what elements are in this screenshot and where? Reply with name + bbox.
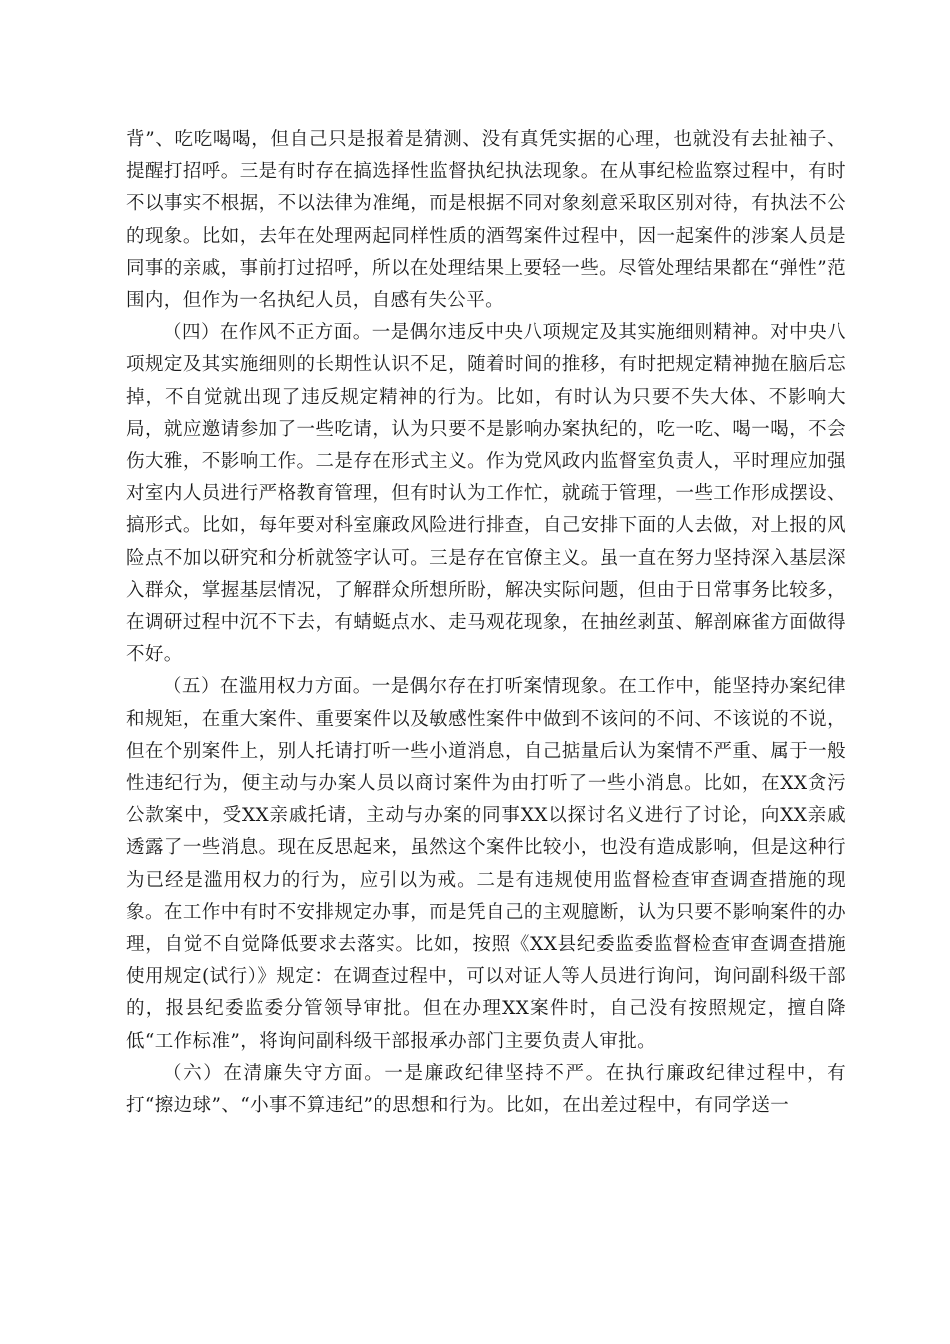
document-body	[126, 124, 846, 1122]
paragraph-continuation: 背”、吃吃喝喝，但自己只是报着是猜测、没有真凭实据的心理，也就没有去扯袖子、提醒打招呼。三是有时存在搞选择性监督执纪执法现象。在从事纪检监察过程中，有时不以事实不根据，不以法律为准绳，而是根据不同对象刻意采取区别对待，有执法不公的现象。比如，去年在处理两起同样性质的酒驾案件过程中，因一起案件的涉案人员是同事的亲戚，事前打过招呼，所以在处理结果上要轻一些。尽管处理结果都在“弹性”范围内，但作为一名执纪人员，自感有失公平。	[126, 129, 846, 312]
paragraph-section-five: （五）在滥用权力方面。一是偶尔存在打听案情现象。在工作中，能坚持办案纪律和规矩，在重大案件、重要案件以及敏感性案件中做到不该问的不问、不该说的不说，但在个别案件上，别人托请打听一些小道消息，自己掂量后认为案情不严重、属于一般性违纪行为，便主动与办案人员以商讨案件为由打听了一些小消息。比如，在XX贪污公款案中，受XX亲戚托请，主动与办案的同事XX以探讨名义进行了讨论，向XX亲戚透露了一些消息。现在反思起来，虽然这个案件比较小，也没有造成影响，但是这种行为已经是滥用权力的行为，应引以为戒。二是有违规使用监督检查审查调查措施的现象。在工作中有时不安排规定办事，而是凭自己的主观臆断，认为只要不影响案件的办理，自觉不自觉降低要求去落实。比如，按照《XX县纪委监委监督检查审查调查措施使用规定(试行）》规定：在调查过程中，可以对证人等人员进行询问，询问副科级干部的，报县纪委监委分管领导审批。但在办理XX案件时，自己没有按照规定，擅自降低“工作标准”，将询问副科级干部报承办部门主要负责人审批。	[126, 676, 846, 1052]
paragraph-section-four: （四）在作风不正方面。一是偶尔违反中央八项规定及其实施细则精神。对中央八项规定及其实施细则的长期性认识不足，随着时间的推移，有时把规定精神抛在脑后忘掉，不自觉就出现了违反规定精神的行为。比如，有时认为只要不失大体、不影响大局，就应邀请参加了一些吃请，认为只要不是影响办案执纪的，吃一吃、喝一喝，不会伤大雅，不影响工作。二是存在形式主义。作为党风政内监督室负责人，平时理应加强对室内人员进行严格教育管理，但有时认为工作忙，就疏于管理，一些工作形成摆设、搞形式。比如，每年要对科室廉政风险进行排查，自己安排下面的人去做，对上报的风险点不加以研究和分析就签字认可。三是存在官僚主义。虽一直在努力坚持深入基层深入群众，掌握基层情况，了解群众所想所盼，解决实际问题，但由于日常事务比较多，在调研过程中沉不下去，有蜻蜓点水、走马观花现象，在抽丝剥茧、解剖麻雀方面做得不好。	[126, 322, 846, 666]
paragraph-section-six: （六）在清廉失守方面。一是廉政纪律坚持不严。在执行廉政纪律过程中，有打“擦边球”、“小事不算违纪”的思想和行为。比如，在出差过程中，有同学送一	[126, 1062, 846, 1117]
